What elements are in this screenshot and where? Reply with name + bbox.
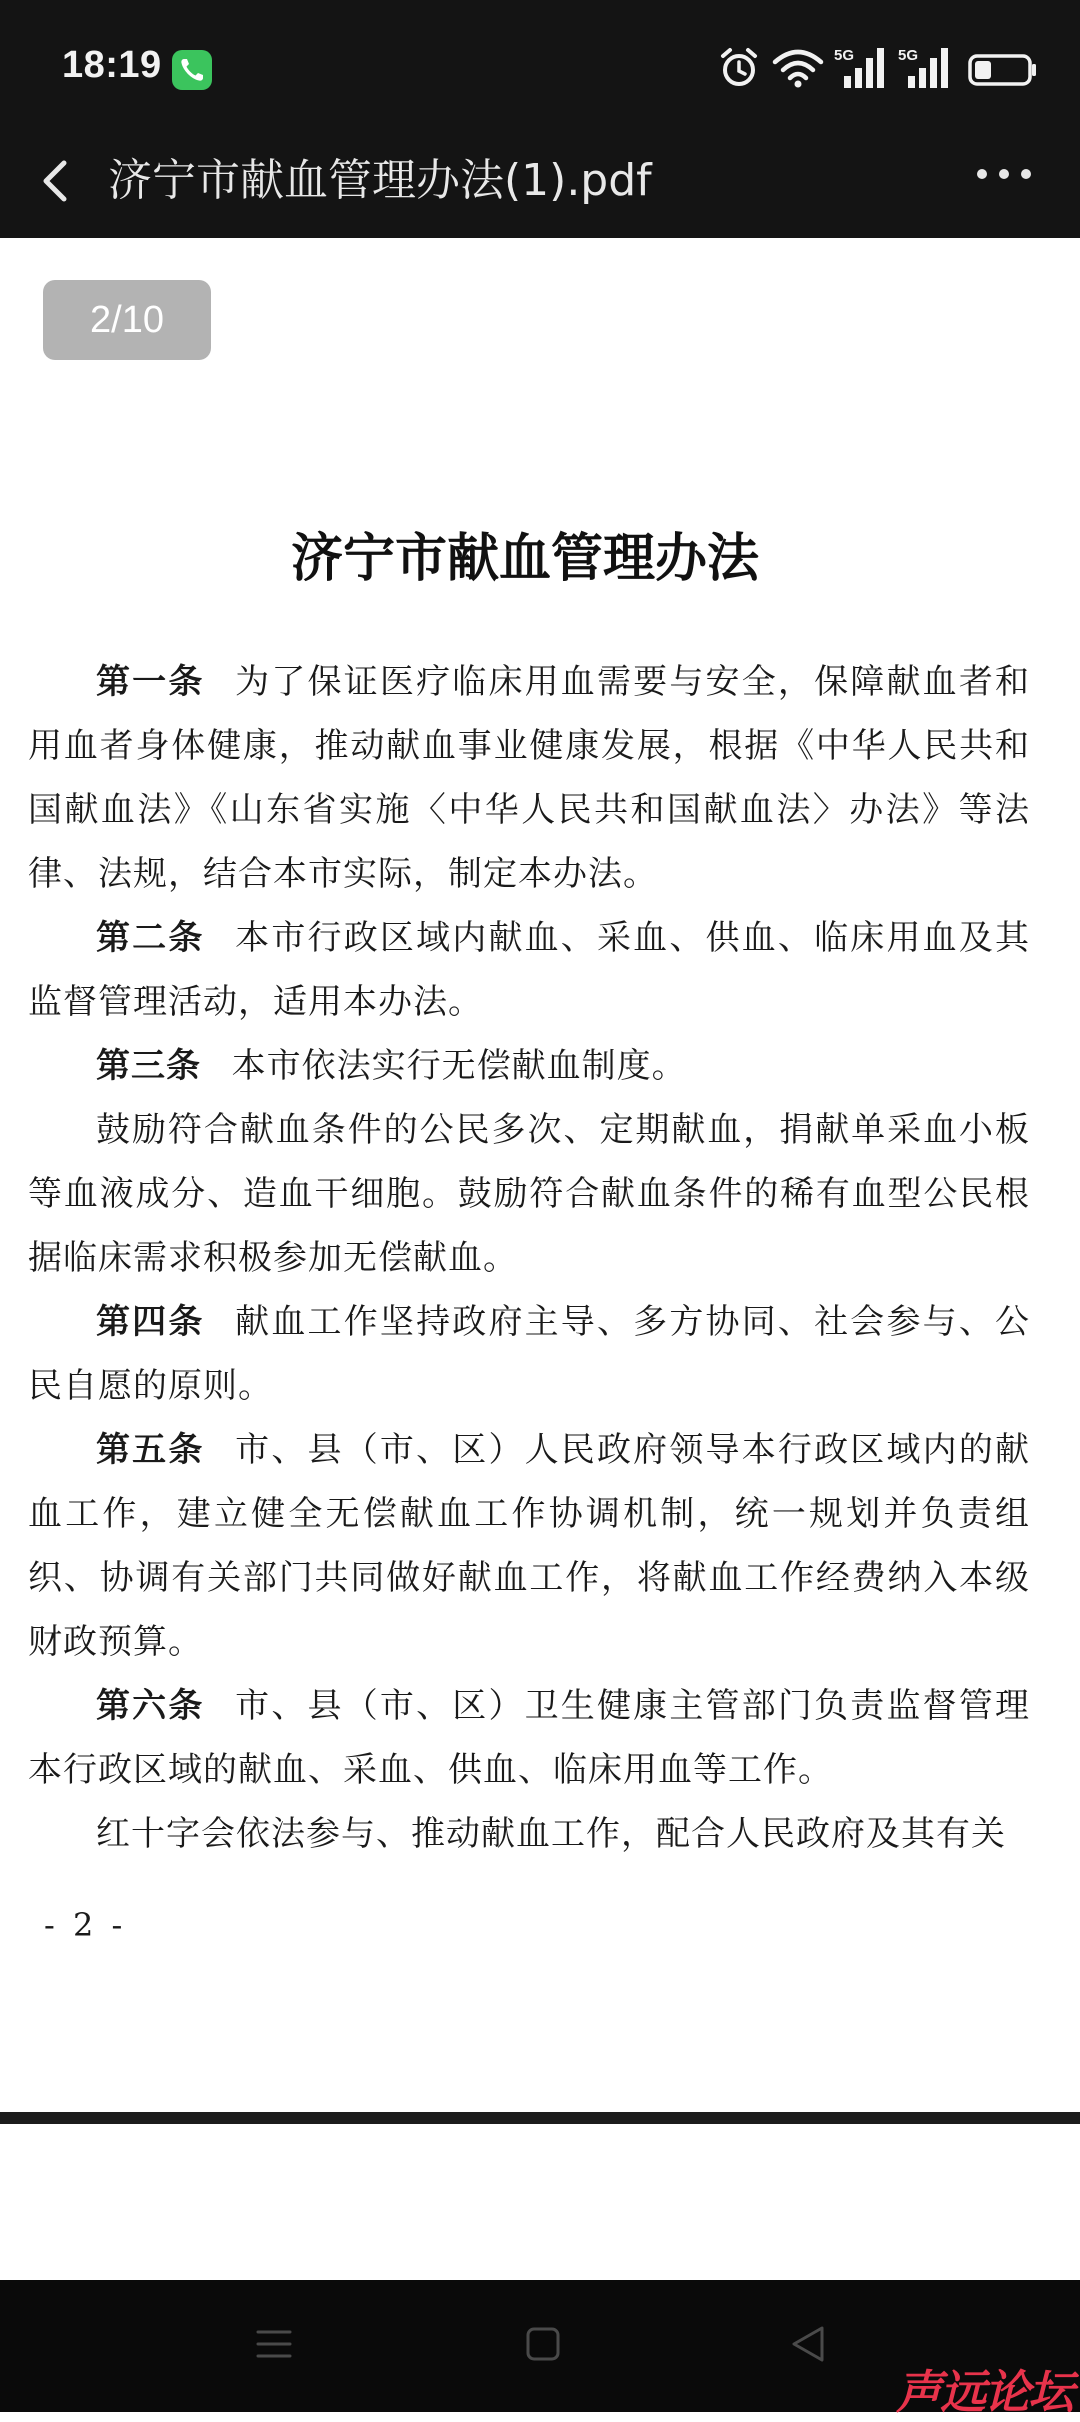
paragraph xyxy=(28,1034,1030,1098)
article-label: 第二条 xyxy=(96,918,205,958)
paragraph xyxy=(28,650,1030,906)
menu-icon[interactable] xyxy=(254,2324,294,2364)
more-dots-icon[interactable] xyxy=(974,166,1034,182)
network-label: 5G xyxy=(834,47,855,64)
pdf-page[interactable] xyxy=(0,238,1080,2118)
phone-icon[interactable] xyxy=(172,50,212,90)
paragraph-text: 为了保证医疗临床用血需要与安全，保障献血者和用血者身体健康，推动献血事业健康发展，根据《中华人民共和国献血法》《山东省实施〈中华人民共和国献血法〉办法》等法律、法规，结合本市实际，制定本办法。 xyxy=(28,662,1031,894)
article-label: 第一条 xyxy=(96,662,205,702)
paragraph-text: 本市行政区域内献血、采血、供血、临床用血及其监督管理活动，适用本办法。 xyxy=(28,918,1031,1022)
back-chevron-icon[interactable] xyxy=(34,145,74,215)
document-title: 济宁市献血管理办法(1).pdf xyxy=(108,155,652,206)
paragraph xyxy=(28,1098,1030,1290)
paragraph-text: 本市依法实行无偿献血制度。 xyxy=(231,1046,687,1086)
alarm-icon xyxy=(718,46,760,94)
watermark-logo: 声远论坛 xyxy=(896,2365,1072,2419)
status-time: 18:19 xyxy=(62,44,162,86)
paragraph-text: 市、县（市、区）人民政府领导本行政区域内的献血工作，建立健全无偿献血工作协调机制，统一规划并负责组织、协调有关部门共同做好献血工作，将献血工作经费纳入本级财政预算。 xyxy=(28,1430,1031,1662)
signal-5g-icon xyxy=(898,46,952,94)
article-label: 第五条 xyxy=(96,1430,205,1470)
paragraph xyxy=(28,1290,1030,1418)
title-bar xyxy=(0,128,1080,238)
article-label: 第六条 xyxy=(96,1686,205,1726)
back-triangle-icon[interactable] xyxy=(788,2322,828,2366)
signal-5g-icon xyxy=(834,46,888,94)
paragraph xyxy=(28,906,1030,1034)
wifi-icon xyxy=(772,48,824,92)
paragraph xyxy=(28,1674,1030,1802)
paragraph-text: 市、县（市、区）卫生健康主管部门负责监督管理本行政区域的献血、采血、供血、临床用血等工作。 xyxy=(28,1686,1031,1790)
battery-icon xyxy=(968,54,1038,90)
paragraph xyxy=(28,1418,1030,1674)
paragraph-text: 献血工作坚持政府主导、多方协同、社会参与、公民自愿的原则。 xyxy=(28,1302,1031,1406)
document-body xyxy=(28,650,1030,1866)
home-square-icon[interactable] xyxy=(523,2324,563,2364)
page-number: - 2 - xyxy=(44,1906,127,1944)
paragraph-text: 鼓励符合献血条件的公民多次、定期献血，捐献单采血小板等血液成分、造血干细胞。鼓励符合献血条件的稀有血型公民根据临床需求积极参加无偿献血。 xyxy=(28,1110,1030,1278)
paragraph xyxy=(28,1802,1030,1866)
page-indicator: 2/10 xyxy=(43,280,211,360)
paragraph-text: 红十字会依法参与、推动献血工作，配合人民政府及其有关 xyxy=(96,1814,1006,1854)
next-page-area[interactable] xyxy=(0,2124,1080,2280)
article-label: 第三条 xyxy=(96,1046,201,1086)
document-heading: 济宁市献血管理办法 xyxy=(290,528,759,589)
page-divider xyxy=(0,2112,1080,2124)
article-label: 第四条 xyxy=(96,1302,205,1342)
network-label: 5G xyxy=(898,47,919,64)
status-bar xyxy=(0,0,1080,128)
